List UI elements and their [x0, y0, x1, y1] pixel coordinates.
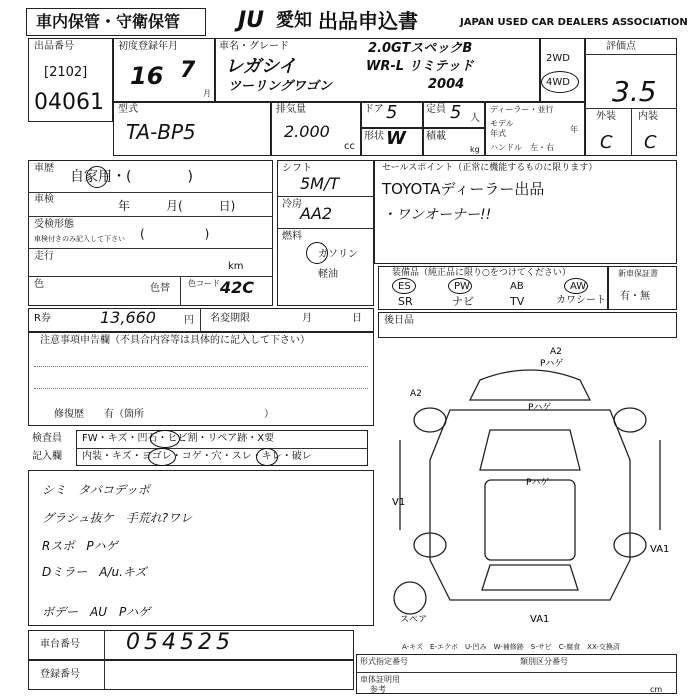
deadline-day: 日 [352, 313, 362, 324]
notes-line2 [34, 388, 368, 389]
reception-paren: ( ) [140, 227, 210, 241]
selling-label: セールスポイント（正常に機能するものに限ります） [382, 163, 598, 173]
dealer-model: モデル [490, 119, 514, 128]
int-value: C [644, 132, 657, 153]
equipment-label: 装備品（純正品に限り○をつけてください） [392, 268, 571, 278]
diag-ph-roof: Pハゲ [526, 478, 550, 488]
bottom-r3: 車体証明用 [360, 675, 400, 684]
dealer-label: ディーラー・並行 [490, 105, 554, 114]
score-value: 3.5 [612, 75, 657, 108]
color-change-label: 色替 [150, 283, 170, 294]
car-damage-diagram [380, 340, 680, 630]
equip-top-1: ES [398, 281, 411, 292]
car-body-outline [430, 410, 630, 600]
wheel-fr [614, 408, 646, 432]
org-name: 愛知 [276, 10, 312, 31]
inspector-circle-2 [148, 448, 176, 466]
dealer-handle: ハンドル 左・右 [490, 143, 554, 152]
recycle-label: R券 [34, 313, 51, 324]
lot-number: 04061 [34, 90, 104, 115]
car-roof-panel [485, 480, 575, 560]
remark-5: ボデー AU Pハゲ [42, 605, 151, 619]
bottom-r2: 類別区分番号 [520, 657, 568, 666]
inspector-label2: 記入欄 [32, 451, 62, 462]
inspection-label: 車検 [34, 194, 54, 205]
diag-spare: スペア [400, 615, 428, 625]
capacity-unit: 人 [470, 113, 480, 124]
inspector-circle-3 [256, 448, 278, 466]
remark-3: Rスポ Pハゲ [42, 539, 118, 553]
mileage-label: 走行 [34, 251, 54, 262]
load-unit: kg [470, 145, 480, 154]
drive-4wd-circle [541, 71, 579, 93]
mileage-div [28, 276, 273, 277]
later-label: 後日品 [384, 315, 414, 326]
remark-1: シミ タバコデッポ [42, 483, 150, 497]
recycle-unit: 円 [184, 315, 194, 326]
displacement-value: 2.000 [284, 122, 330, 141]
color-label: 色 [34, 279, 44, 290]
warranty-label: 新車保証書 [618, 269, 658, 278]
registration-label: 初度登録年月 [118, 41, 178, 52]
history-label: 車歴 [34, 163, 54, 174]
shift-value: 5M/T [300, 174, 340, 193]
remark-2: グラシュ抜ケ 手荒れ?ワレ [42, 511, 193, 525]
mileage-unit: km [228, 261, 244, 272]
equip-item-2: ナビ [452, 295, 474, 308]
diag-va1-bottom: VA1 [530, 614, 550, 625]
inspection-value: 年 月( 日) [118, 199, 236, 213]
int-label: 内装 [638, 111, 658, 122]
equip-circle-2 [448, 278, 472, 294]
recycle-box [28, 308, 374, 332]
history-value: 自家用・( ) [70, 169, 193, 185]
remark-4: Dミラー A/u.キズ [42, 565, 147, 579]
lot-label: 出品番号 [34, 41, 74, 52]
displacement-unit: cc [344, 141, 355, 152]
notes-label: 注意事項申告欄（不具合内容等は具体的に記入して下さい） [40, 335, 310, 346]
bottom-div [356, 672, 677, 673]
shift-label: シフト [282, 163, 312, 174]
diag-ph-top: Pハゲ [540, 359, 564, 369]
lot-code: [2102] [44, 65, 88, 80]
reg-year: 16 [130, 62, 164, 90]
doors-value: 5 [386, 102, 398, 123]
drive-2wd: 2WD [546, 53, 570, 64]
form-title: 出品申込書 [318, 9, 418, 33]
reg-month-suffix: 月 [203, 89, 211, 98]
dealer-year-label: 年式 [490, 129, 506, 138]
reception-note: 車検付きのみ記入して下さい [34, 235, 125, 243]
equip-circle-3 [564, 278, 588, 294]
grade-line2: WR-L リミテッド [366, 59, 474, 74]
shape-value: W [386, 128, 406, 149]
capacity-label: 定員 [426, 104, 446, 115]
assoc-name: JAPAN USED CAR DEALERS ASSOCIATION [460, 17, 688, 28]
fuel-label: 燃料 [282, 231, 302, 242]
bottom-sub: 参考 [370, 685, 386, 694]
capacity-value: 5 [450, 102, 462, 123]
load-label: 積載 [426, 131, 446, 142]
score-vdiv [631, 108, 632, 156]
diag-a2-left: A2 [410, 389, 422, 399]
color-code-value: 42C [220, 278, 255, 297]
name-label: 車名・グレード [219, 41, 289, 52]
diag-a2-top: A2 [550, 347, 562, 357]
car-subname: ツーリングワゴン [228, 79, 332, 94]
equip-item-4: カワシート [556, 295, 606, 306]
later-box [378, 312, 677, 338]
diag-v1: V1 [392, 497, 406, 508]
car-rear-window [482, 565, 578, 590]
equip-circle-1 [392, 278, 416, 294]
model-value: TA-BP5 [126, 120, 196, 144]
inspector-div [76, 448, 368, 449]
warranty-opts: 有・無 [620, 291, 650, 302]
equip-top-3: AB [510, 281, 524, 292]
grade-line1: 2.0GTスペックB [368, 41, 473, 56]
recycle-value: 13,660 [100, 308, 156, 327]
score-label: 評価点 [606, 41, 636, 52]
chassis-label: 車台番号 [40, 639, 80, 650]
ac-div [277, 228, 374, 229]
notes-line1 [34, 366, 368, 367]
deadline-month: 月 [302, 313, 312, 324]
score-divider [585, 54, 677, 55]
displacement-label: 排気量 [276, 104, 306, 115]
repair-history: 修復歴 有（箇所 ） [54, 409, 274, 420]
color-code-label: 色コード [188, 279, 220, 288]
shift-div [277, 196, 374, 197]
ext-value: C [600, 132, 613, 153]
equip-top-2: PW [454, 281, 470, 292]
shape-label: 形状 [364, 131, 384, 142]
drive-4wd: 4WD [546, 77, 570, 88]
reg-month: 7 [180, 58, 196, 83]
inspection-div [28, 216, 273, 217]
inspector-row1: FW・キズ・凹石・ヒビ割・リペア跡・X要 [82, 433, 275, 444]
fuel-opt2: 軽油 [318, 269, 338, 280]
equip-top-4: AW [570, 281, 587, 292]
spare-tire [394, 582, 426, 614]
header-title-left: 車内保管・守衛保管 [36, 12, 181, 31]
history-div [28, 192, 273, 193]
bottom-r1: 形式指定番号 [360, 657, 408, 666]
fuel-circle [306, 242, 328, 264]
doors-label: ドア [364, 104, 384, 115]
inspector-label1: 検査員 [32, 433, 62, 444]
ext-label: 外装 [596, 111, 616, 122]
ac-label: 冷房 [282, 199, 302, 210]
equip-item-1: SR [398, 295, 413, 308]
reception-label: 受検形態 [34, 219, 74, 230]
grade-line3: 2004 [428, 77, 465, 92]
color-vdiv [180, 276, 181, 306]
selling-line1: TOYOTAディーラー出品 [382, 180, 545, 198]
diag-ph-hood: Pハゲ [528, 403, 552, 413]
plate-label: 登録番号 [40, 669, 80, 680]
history-circle [86, 166, 108, 188]
dealer-year-unit: 年 [570, 125, 578, 134]
car-roof-top [470, 370, 590, 400]
inspector-row2: 内装・キズ・ヨゴレ・コゲ・穴・スレ・キレ・破レ [82, 451, 312, 462]
model-label: 型式 [118, 104, 138, 115]
ju-logo: JU [238, 8, 265, 33]
deadline-label: 名変期限 [210, 313, 250, 324]
car-windshield [480, 430, 580, 470]
wheel-fl [414, 408, 446, 432]
inspector-circle-1 [150, 430, 180, 448]
selling-line2: ・ワンオーナー!! [382, 207, 492, 223]
ac-value: AA2 [300, 204, 333, 223]
reception-div [28, 248, 273, 249]
bottom-cm: cm [650, 685, 663, 694]
legend: A-キズ E-エクボ U-凹み W-補修跡 S-サビ C-腐食 XX-交換済 [402, 643, 620, 651]
chassis-value: 054525 [126, 630, 234, 655]
equip-item-3: TV [510, 295, 525, 308]
car-name: レガシイ [225, 56, 297, 77]
recycle-vdiv [200, 308, 201, 332]
diag-va1-right: VA1 [650, 544, 670, 555]
fuel-opt1: ガソリン [318, 249, 358, 260]
